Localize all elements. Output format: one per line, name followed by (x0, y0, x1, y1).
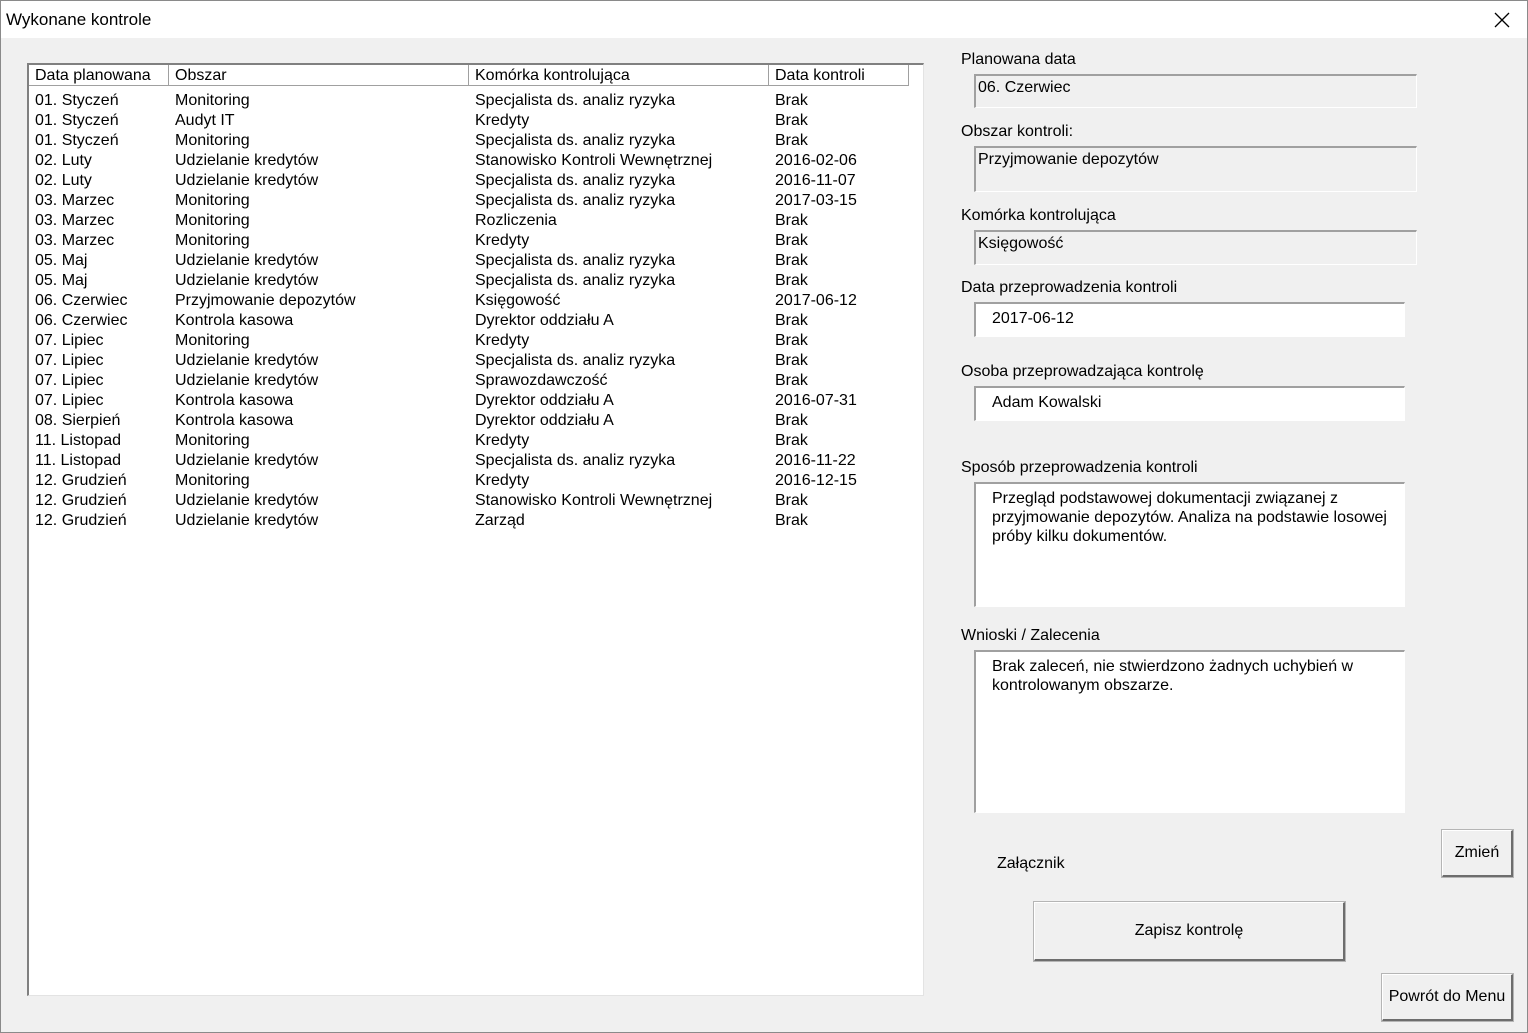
cell-unit: Zarząd (475, 512, 525, 529)
close-icon (1494, 12, 1510, 28)
cell-area: Udzielanie kredytów (175, 352, 319, 369)
cell-area: Udzielanie kredytów (175, 152, 319, 169)
cell-planned-date: 12. Grudzień (35, 492, 127, 509)
table-row[interactable] (29, 111, 923, 131)
controls-listbox[interactable] (27, 63, 924, 996)
cell-planned-date: 12. Grudzień (35, 472, 127, 489)
cell-control-date: Brak (775, 92, 808, 109)
back-to-menu-button[interactable]: Powrót do Menu (1382, 974, 1513, 1021)
cell-area: Kontrola kasowa (175, 412, 294, 429)
cell-area: Udzielanie kredytów (175, 512, 319, 529)
cell-area: Kontrola kasowa (175, 392, 294, 409)
table-row[interactable] (29, 91, 923, 111)
cell-planned-date: 03. Marzec (35, 232, 115, 249)
area-field: Przyjmowanie depozytów (974, 146, 1417, 192)
cell-area: Udzielanie kredytów (175, 172, 319, 189)
cell-planned-date: 06. Czerwiec (35, 312, 128, 329)
cell-area: Kontrola kasowa (175, 312, 294, 329)
conclusions-textarea[interactable]: Brak zaleceń, nie stwierdzono żadnych uchybień w kontrolowanym obszarze. (974, 650, 1405, 813)
cell-control-date: Brak (775, 332, 808, 349)
table-row[interactable] (29, 131, 923, 151)
cell-area: Monitoring (175, 472, 250, 489)
cell-control-date: Brak (775, 232, 808, 249)
table-row[interactable] (29, 211, 923, 231)
cell-area: Monitoring (175, 192, 250, 209)
table-row[interactable] (29, 151, 923, 171)
table-row[interactable] (29, 271, 923, 291)
cell-planned-date: 08. Sierpień (35, 412, 121, 429)
cell-unit: Księgowość (475, 292, 561, 309)
table-row[interactable] (29, 191, 923, 211)
table-row[interactable] (29, 231, 923, 251)
planned-date-label: Planowana data (961, 51, 1076, 68)
cell-area: Udzielanie kredytów (175, 372, 319, 389)
cell-control-date: Brak (775, 112, 808, 129)
cell-area: Monitoring (175, 332, 250, 349)
list-rows (29, 91, 923, 531)
cell-unit: Kredyty (475, 232, 530, 249)
conclusions-label: Wnioski / Zalecenia (961, 627, 1100, 644)
control-date-label: Data przeprowadzenia kontroli (961, 279, 1178, 296)
cell-control-date: Brak (775, 352, 808, 369)
cell-area: Audyt IT (175, 112, 235, 129)
table-row[interactable] (29, 311, 923, 331)
column-header-control-date[interactable]: Data kontroli (769, 65, 909, 86)
table-row[interactable] (29, 291, 923, 311)
table-row[interactable] (29, 451, 923, 471)
cell-control-date: Brak (775, 432, 808, 449)
list-header (29, 65, 923, 87)
cell-unit: Kredyty (475, 472, 530, 489)
table-row[interactable] (29, 251, 923, 271)
table-row[interactable] (29, 351, 923, 371)
table-row[interactable] (29, 411, 923, 431)
cell-planned-date: 02. Luty (35, 152, 92, 169)
table-row[interactable] (29, 471, 923, 491)
cell-planned-date: 06. Czerwiec (35, 292, 128, 309)
column-header-unit[interactable]: Komórka kontrolująca (469, 65, 769, 86)
person-input[interactable]: Adam Kowalski (974, 386, 1405, 421)
cell-unit: Stanowisko Kontroli Wewnętrznej (475, 152, 713, 169)
cell-control-date: 2016-11-07 (775, 172, 856, 189)
table-row[interactable] (29, 391, 923, 411)
cell-area: Przyjmowanie depozytów (175, 292, 356, 309)
cell-planned-date: 12. Grudzień (35, 512, 127, 529)
method-textarea[interactable]: Przegląd podstawowej dokumentacji związanej z przyjmowanie depozytów. Analiza na podstawie losowej próby kilku dokumentów. (974, 482, 1405, 607)
window-title: Wykonane kontrole (6, 10, 152, 29)
cell-planned-date: 11. Listopad (35, 452, 121, 469)
cell-planned-date: 11. Listopad (35, 432, 121, 449)
cell-unit: Specjalista ds. analiz ryzyka (475, 92, 676, 109)
cell-area: Udzielanie kredytów (175, 452, 319, 469)
cell-control-date: 2016-11-22 (775, 452, 856, 469)
cell-planned-date: 07. Lipiec (35, 352, 104, 369)
cell-control-date: Brak (775, 252, 808, 269)
cell-unit: Kredyty (475, 332, 530, 349)
cell-control-date: Brak (775, 372, 808, 389)
cell-planned-date: 03. Marzec (35, 192, 115, 209)
cell-control-date: Brak (775, 212, 808, 229)
cell-control-date: Brak (775, 312, 808, 329)
cell-control-date: Brak (775, 412, 808, 429)
cell-unit: Dyrektor oddziału A (475, 412, 614, 429)
cell-unit: Specjalista ds. analiz ryzyka (475, 352, 676, 369)
cell-planned-date: 03. Marzec (35, 212, 115, 229)
cell-planned-date: 02. Luty (35, 172, 92, 189)
cell-area: Udzielanie kredytów (175, 492, 319, 509)
person-label: Osoba przeprowadzająca kontrolę (961, 363, 1204, 380)
cell-planned-date: 07. Lipiec (35, 332, 104, 349)
cell-area: Monitoring (175, 92, 250, 109)
cell-control-date: 2017-06-12 (775, 292, 857, 309)
cell-unit: Specjalista ds. analiz ryzyka (475, 172, 676, 189)
table-row[interactable] (29, 371, 923, 391)
cell-area: Monitoring (175, 232, 250, 249)
cell-planned-date: 05. Maj (35, 252, 88, 269)
cell-unit: Sprawozdawczość (475, 372, 608, 389)
unit-label: Komórka kontrolująca (961, 207, 1116, 224)
cell-unit: Specjalista ds. analiz ryzyka (475, 452, 676, 469)
cell-unit: Kredyty (475, 432, 530, 449)
area-label: Obszar kontroli: (961, 123, 1074, 140)
cell-control-date: 2016-02-06 (775, 152, 857, 169)
cell-unit: Stanowisko Kontroli Wewnętrznej (475, 492, 713, 509)
cell-control-date: Brak (775, 512, 808, 529)
title-bar (1, 1, 1527, 38)
table-row[interactable] (29, 331, 923, 351)
table-row[interactable] (29, 511, 923, 531)
close-button[interactable] (1477, 1, 1527, 38)
table-row[interactable] (29, 171, 923, 191)
cell-unit: Specjalista ds. analiz ryzyka (475, 192, 676, 209)
cell-area: Monitoring (175, 212, 250, 229)
cell-planned-date: 01. Styczeń (35, 92, 119, 109)
cell-area: Monitoring (175, 432, 250, 449)
unit-field: Księgowość (974, 230, 1417, 265)
planned-date-field: 06. Czerwiec (974, 74, 1417, 108)
cell-control-date: Brak (775, 492, 808, 509)
cell-planned-date: 01. Styczeń (35, 112, 119, 129)
attachment-label: Załącznik (997, 855, 1065, 872)
table-row[interactable] (29, 491, 923, 511)
table-row[interactable] (29, 431, 923, 451)
cell-unit: Specjalista ds. analiz ryzyka (475, 272, 676, 289)
control-date-input[interactable]: 2017-06-12 (974, 302, 1405, 337)
cell-planned-date: 05. Maj (35, 272, 88, 289)
cell-unit: Specjalista ds. analiz ryzyka (475, 132, 676, 149)
cell-area: Udzielanie kredytów (175, 272, 319, 289)
method-label: Sposób przeprowadzenia kontroli (961, 459, 1198, 476)
column-header-planned-date[interactable]: Data planowana (29, 65, 169, 86)
cell-unit: Dyrektor oddziału A (475, 312, 614, 329)
change-button[interactable]: Zmień (1442, 830, 1513, 877)
cell-unit: Dyrektor oddziału A (475, 392, 614, 409)
column-header-area[interactable]: Obszar (169, 65, 469, 86)
cell-control-date: 2016-12-15 (775, 472, 857, 489)
cell-unit: Rozliczenia (475, 212, 557, 229)
cell-unit: Kredyty (475, 112, 530, 129)
cell-area: Udzielanie kredytów (175, 252, 319, 269)
cell-planned-date: 07. Lipiec (35, 372, 104, 389)
cell-area: Monitoring (175, 132, 250, 149)
cell-unit: Specjalista ds. analiz ryzyka (475, 252, 676, 269)
cell-control-date: 2016-07-31 (775, 392, 857, 409)
cell-planned-date: 07. Lipiec (35, 392, 104, 409)
cell-control-date: 2017-03-15 (775, 192, 857, 209)
cell-control-date: Brak (775, 132, 808, 149)
cell-control-date: Brak (775, 272, 808, 289)
save-control-button[interactable]: Zapisz kontrolę (1034, 902, 1345, 961)
cell-planned-date: 01. Styczeń (35, 132, 119, 149)
